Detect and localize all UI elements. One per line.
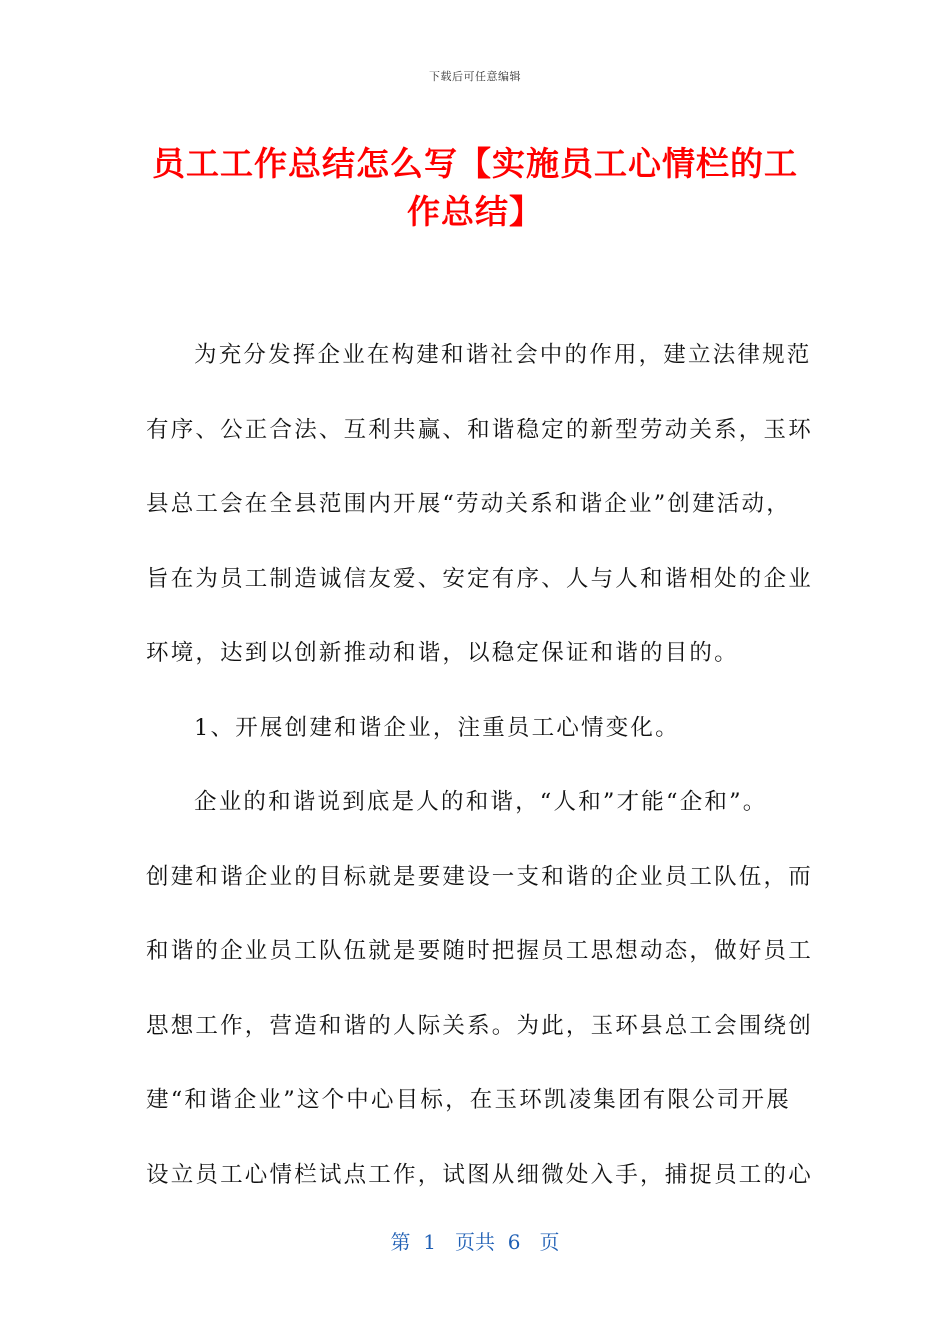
body-line: 有序、公正合法、互利共赢、和谐稳定的新型劳动关系，玉环 [146,416,813,443]
body-line: 1、开展创建和谐企业，注重员工心情变化。 [194,714,680,741]
header-note: 下载后可任意编辑 [429,70,521,83]
body-line: 思想工作，营造和谐的人际关系。为此，玉环县总工会围绕创 [146,1012,813,1039]
body-line: 县总工会在全县范围内开展“劳动关系和谐企业”创建活动， [146,491,791,517]
body-text [146,318,813,1212]
body-line: 环境，达到以创新推动和谐，以稳定保证和谐的目的。 [146,640,739,666]
title-line-1: 员工工作总结怎么写【实施员工心情栏的工 [152,144,798,183]
body-line: 企业的和谐说到底是人的和谐，“人和”才能“企和”。 [194,789,768,815]
page-number-text: 第 1 页共 6 页 [390,1230,560,1254]
body-line: 旨在为员工制造诚信友爱、安定有序、人与人和谐相处的企业 [146,565,813,592]
page-footer [0,1226,950,1255]
body-line: 为充分发挥企业在构建和谐社会中的作用，建立法律规范 [194,342,812,368]
document-title [140,140,810,236]
body-line: 创建和谐企业的目标就是要建设一支和谐的企业员工队伍，而 [146,863,813,890]
body-line: 和谐的企业员工队伍就是要随时把握员工思想动态，做好员工 [146,938,813,964]
body-line: 建“和谐企业”这个中心目标，在玉环凯凌集团有限公司开展 [146,1087,791,1113]
title-line-2: 作总结】 [407,192,543,231]
body-line: 设立员工心情栏试点工作，试图从细微处入手，捕捉员工的心 [146,1161,813,1188]
